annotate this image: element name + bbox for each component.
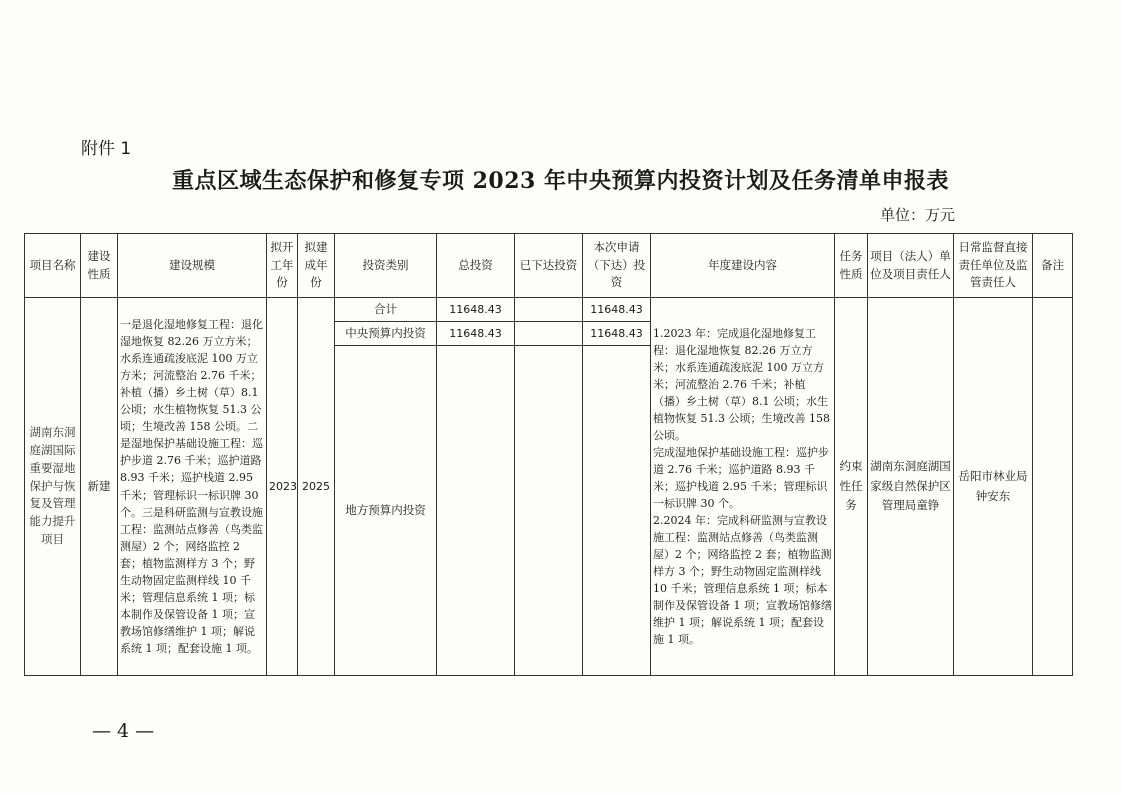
unit-person-cell: 湖南东洞庭湖国家级自然保护区管理局童铮 xyxy=(868,298,954,676)
header-issued: 已下达投资 xyxy=(515,234,583,298)
header-row xyxy=(25,234,1073,298)
attachment-label: 附件 1 xyxy=(81,139,132,159)
current-cell: 11648.43 xyxy=(583,298,651,322)
invest-type-cell: 地方预算内投资 xyxy=(335,346,437,676)
annual-paragraph: 2.2024 年：完成科研监测与宣教设施工程：监测站点修善（鸟类监测屋）2 个；网络监控 2 套；植物监测样方 3 个；野生动物固定监测样线 10 千米；管理信息系统 1 项；标本制作及保管设备 1 项；宣教场馆修缮维护 1 项；解说系统 1 项；配套设施 1 项。 xyxy=(653,514,832,647)
end-year-cell: 2025 xyxy=(298,298,335,676)
header-invest-type: 投资类别 xyxy=(335,234,437,298)
supervisor-cell: 岳阳市林业局钟安东 xyxy=(954,298,1033,676)
annual-content-cell xyxy=(651,298,835,676)
total-cell: 11648.43 xyxy=(437,322,515,346)
header-remark: 备注 xyxy=(1033,234,1073,298)
issued-cell xyxy=(515,322,583,346)
remark-cell xyxy=(1033,298,1073,676)
current-cell xyxy=(583,346,651,676)
total-cell xyxy=(437,346,515,676)
budget-table xyxy=(24,233,1073,676)
document-title: 重点区域生态保护和修复专项 2023 年中央预算内投资计划及任务清单申报表 xyxy=(171,168,950,194)
annual-paragraph: 1.2023 年：完成退化湿地修复工程：退化湿地恢复 82.26 万立方米；水系连通疏浚底泥 100 万立方米；河流整治 2.76 千米；补植（播）乡土树（草）8.1 公顷；水生植物恢复 51.3 公顷；生境改善 158 公顷。 xyxy=(653,326,830,442)
annual-paragraph: 完成湿地保护基础设施工程：巡护步道 2.76 千米；巡护道路 8.93 千米；巡护栈道 2.95 千米；管理标识一标识牌 30 个。 xyxy=(653,445,829,511)
invest-type-cell: 中央预算内投资 xyxy=(335,322,437,346)
issued-cell xyxy=(515,346,583,676)
page-number: — 4 — xyxy=(92,720,155,742)
unit-label: 单位：万元 xyxy=(880,206,956,224)
task-nature-cell: 约束性任务 xyxy=(835,298,868,676)
header-supervisor: 日常监督直接责任单位及监管责任人 xyxy=(954,234,1033,298)
current-cell: 11648.43 xyxy=(583,322,651,346)
header-current: 本次申请（下达）投资 xyxy=(583,234,651,298)
scale-cell: 一是退化湿地修复工程：退化湿地恢复 82.26 万立方米；水系连通疏浚底泥 100 万立方米；河流整治 2.76 千米；补植（播）乡土树（草）8.1 公顷；水生植物恢复 51.3 公顷；生境改善 158 公顷。二是湿地保护基础设施工程：巡护步道 2.76 千米；巡护道路 8.93 千米；巡护栈道 2.95 千米；管理标识一标识牌 30 个。三是科研监测与宣教设施工程：监测站点修善（鸟类监测屋）2 个；网络监控 2 套；植物监测样方 3 个；野生动物固定监测样线 10 千米；管理信息系统 1 项；标本制作及保管设备 1 项；宣教场馆修缮维护 1 项；解说系统 1 项；配套设施 1 项。 xyxy=(118,298,267,676)
invest-type-cell: 合计 xyxy=(335,298,437,322)
start-year-cell: 2023 xyxy=(267,298,298,676)
header-scale: 建设规模 xyxy=(118,234,267,298)
header-start-year: 拟开工年份 xyxy=(267,234,298,298)
total-cell: 11648.43 xyxy=(437,298,515,322)
header-task-nature: 任务性质 xyxy=(835,234,868,298)
header-total: 总投资 xyxy=(437,234,515,298)
project-name-cell: 湖南东洞庭湖国际重要湿地保护与恢复及管理能力提升项目 xyxy=(25,298,81,676)
header-nature: 建设性质 xyxy=(81,234,118,298)
header-unit-person: 项目（法人）单位及项目责任人 xyxy=(868,234,954,298)
issued-cell xyxy=(515,298,583,322)
header-annual: 年度建设内容 xyxy=(651,234,835,298)
header-end-year: 拟建成年份 xyxy=(298,234,335,298)
header-project-name: 项目名称 xyxy=(25,234,81,298)
nature-cell: 新建 xyxy=(81,298,118,676)
table-row xyxy=(25,298,1073,322)
